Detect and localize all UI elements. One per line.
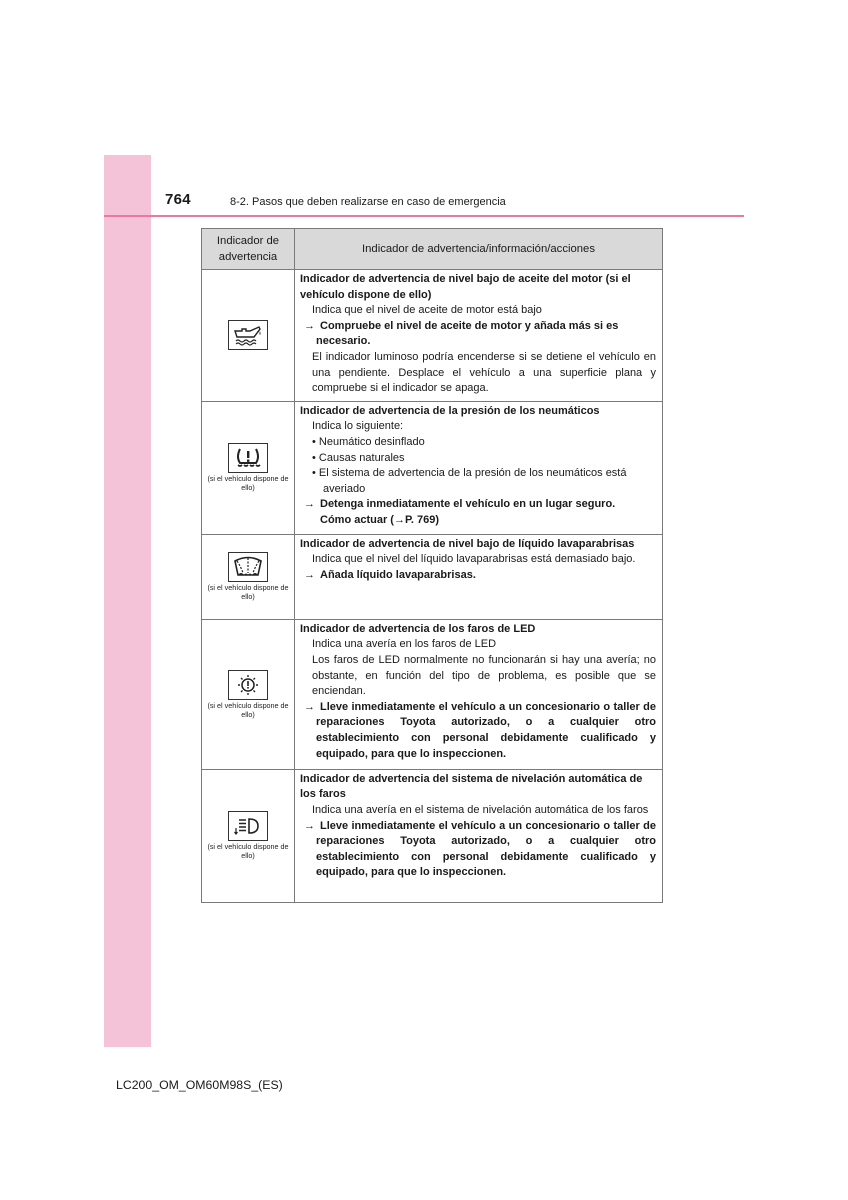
description-cell [295,534,663,619]
document-code: LC200_OM_OM60M98S_(ES) [116,1078,283,1092]
washer-fluid-icon [228,552,268,582]
side-tab-bar [104,155,151,1047]
availability-note: (si el vehículo dispone de ello) [207,583,289,602]
indicator-cell [202,619,295,769]
indicator-meaning: Indica una avería en el sistema de nivelación automática de los faros [312,803,649,816]
indicator-meaning: Indica que el nivel del líquido lavaparabrisas está demasiado bajo. [312,553,636,566]
indicator-meaning: Indica lo siguiente: [312,420,404,433]
list-item: • Neumático desinflado [312,435,425,448]
indicator-meaning: Indica una avería en los faros de LED [312,638,497,651]
indicator-title: Indicador de advertencia de la presión de los neumáticos [300,404,600,417]
indicator-title: Indicador de advertencia del sistema de nivelación automática de los faros [300,772,643,801]
table-row [202,619,663,769]
table-row [202,270,663,402]
indicator-action: → Lleve inmediatamente el vehículo a un concesionario o taller de reparaciones Toyota autorizado, o a cualquier otro establecimiento con personal debidamente cualificado y equipado, para que lo inspeccionen. [304,700,656,760]
description-cell [295,270,663,402]
indicator-action: → Compruebe el nivel de aceite de motor y añada más si es necesario. [304,319,619,348]
col-header-description: Indicador de advertencia/información/acciones [295,229,663,270]
tire-pressure-icon [228,443,268,473]
table-row [202,534,663,619]
table-header-row [202,229,663,270]
indicator-action-reference: Cómo actuar (→P. 769) [320,513,440,526]
indicator-extra: El indicador luminoso podría encenderse si se detiene el vehículo en una pendiente. Desplace el vehículo a una superficie plana y compruebe si el indicador se apaga. [312,350,656,395]
list-item: • Causas naturales [312,451,405,464]
table-row [202,769,663,902]
indicator-extra: Los faros de LED normalmente no funcionarán si hay una avería; no obstante, en función del tipo de problema, es posible que se enciendan. [312,653,656,698]
col-header-indicator: Indicador de advertencia [202,229,295,270]
section-title: 8-2. Pasos que deben realizarse en caso de emergencia [230,196,506,208]
indicator-title: Indicador de advertencia de los faros de LED [300,622,536,635]
indicator-cell [202,401,295,534]
led-headlight-warning-icon [228,670,268,700]
description-cell [295,401,663,534]
oil-can-icon [228,320,268,350]
indicator-action: → Añada líquido lavaparabrisas. [304,568,476,581]
description-cell [295,769,663,902]
indicator-meaning: Indica que el nivel de aceite de motor está bajo [312,304,542,317]
table-row [202,401,663,534]
indicator-cell [202,769,295,902]
headlight-leveling-icon [228,811,268,841]
description-cell [295,619,663,769]
page-number: 764 [165,191,191,208]
warning-indicator-table [201,228,663,903]
availability-note: (si el vehículo dispone de ello) [207,700,289,719]
indicator-title: Indicador de advertencia de nivel bajo de líquido lavaparabrisas [300,537,635,550]
indicator-title: Indicador de advertencia de nivel bajo de aceite del motor (si el vehículo dispone de ello) [300,273,631,301]
header-rule [104,215,744,217]
indicator-cell [202,270,295,402]
list-item: • El sistema de advertencia de la presión de los neumáticos está averiado [312,467,627,495]
indicator-action: → Lleve inmediatamente el vehículo a un concesionario o taller de reparaciones Toyota autorizado, o a cualquier otro establecimiento con personal debidamente cualificado y equipado, para que lo inspeccionen. [304,819,656,879]
indicator-action: → Detenga inmediatamente el vehículo en un lugar seguro. [304,498,616,511]
indicator-cell [202,534,295,619]
availability-note: (si el vehículo dispone de ello) [207,842,289,861]
availability-note: (si el vehículo dispone de ello) [207,474,289,493]
